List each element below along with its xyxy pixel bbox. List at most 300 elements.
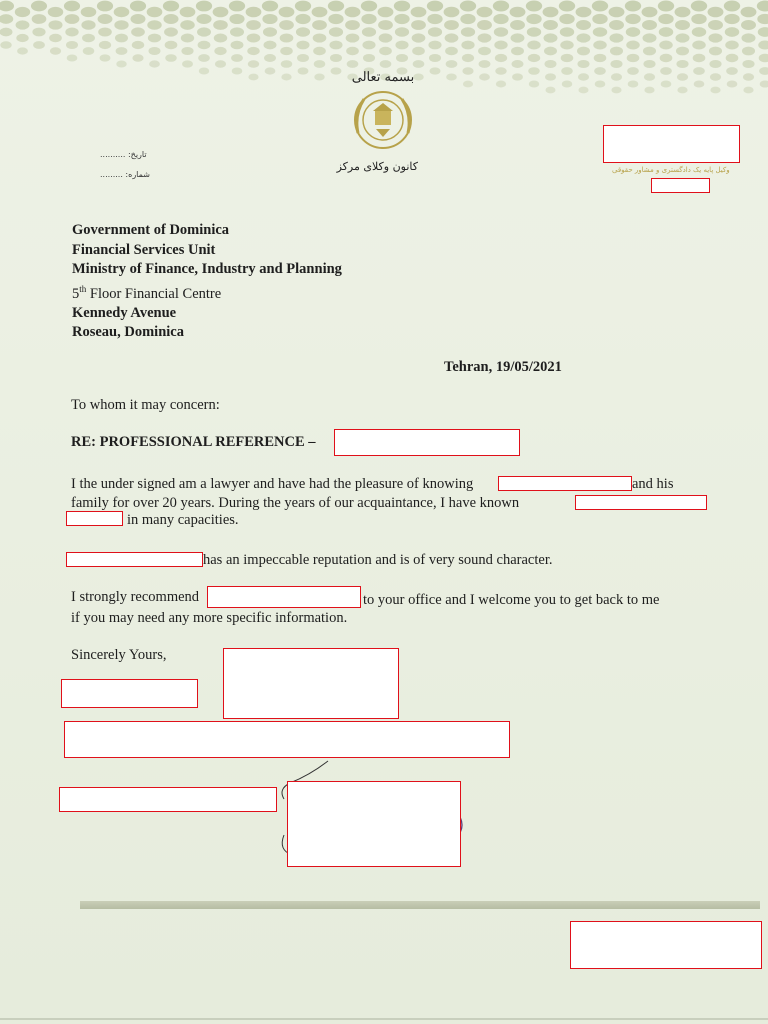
pattern-dot xyxy=(33,41,45,49)
pattern-dot xyxy=(428,41,441,50)
pattern-dot xyxy=(314,60,326,68)
page-edge xyxy=(0,1018,768,1020)
pattern-dot xyxy=(675,33,689,42)
pattern-dot xyxy=(394,14,409,24)
pattern-dot xyxy=(609,33,623,42)
pattern-dot xyxy=(658,14,673,24)
pattern-dot xyxy=(379,47,392,55)
pattern-dot xyxy=(511,47,524,56)
pattern-dot xyxy=(165,54,176,62)
pattern-dot xyxy=(181,34,194,43)
pattern-dot xyxy=(197,27,211,36)
pattern-dot xyxy=(214,47,226,55)
pattern-dot xyxy=(743,73,754,80)
pattern-dot xyxy=(394,1,410,12)
pattern-dot xyxy=(165,41,178,49)
pattern-dot xyxy=(561,67,573,75)
pattern-dot xyxy=(708,7,724,18)
pattern-dot xyxy=(725,27,739,37)
redacted-stamp xyxy=(287,781,461,867)
pattern-dot xyxy=(676,47,689,56)
pattern-dot xyxy=(724,1,740,12)
pattern-dot xyxy=(691,14,706,24)
pattern-dot xyxy=(97,1,113,12)
pattern-dot xyxy=(643,47,656,56)
pattern-dot xyxy=(692,40,706,49)
pattern-dot xyxy=(493,14,508,24)
pattern-dot xyxy=(625,14,640,24)
paragraph-1-line-1-end: and his xyxy=(632,476,674,492)
pattern-dot xyxy=(81,20,95,29)
pattern-dot xyxy=(346,33,360,42)
pattern-dot xyxy=(49,34,62,42)
pattern-dot xyxy=(757,14,768,24)
pattern-dot xyxy=(130,1,146,12)
pattern-dot xyxy=(0,41,11,49)
pattern-dot xyxy=(611,87,621,94)
pattern-dot xyxy=(527,27,541,37)
pattern-dot xyxy=(262,14,277,24)
pattern-dot xyxy=(510,20,525,30)
pattern-dot xyxy=(479,60,491,68)
pattern-dot xyxy=(741,33,755,42)
pattern-dot xyxy=(642,33,656,42)
pattern-dot xyxy=(675,20,690,30)
pattern-dot xyxy=(543,7,559,18)
pattern-dot xyxy=(477,7,493,18)
pattern-dot xyxy=(246,7,262,18)
pattern-dot xyxy=(82,34,95,43)
pattern-dot xyxy=(279,20,294,30)
pattern-dot xyxy=(445,47,458,55)
paragraph-1-line-2: family for over 20 years. During the years of our acquaintance, I have known xyxy=(71,495,520,511)
pattern-dot xyxy=(627,67,639,75)
pattern-dot xyxy=(593,41,606,50)
pattern-dot xyxy=(396,54,408,62)
pattern-dot xyxy=(659,27,673,37)
pattern-dot xyxy=(444,7,460,18)
pattern-dot xyxy=(592,14,607,24)
pattern-dot xyxy=(562,80,573,87)
pattern-dot xyxy=(529,81,539,88)
pattern-dot xyxy=(694,80,705,87)
pattern-dot xyxy=(510,7,526,18)
pattern-dot xyxy=(759,67,768,75)
pattern-dot xyxy=(411,20,426,30)
pattern-dot xyxy=(132,54,143,61)
pattern-dot xyxy=(710,73,721,80)
pattern-dot xyxy=(116,61,126,68)
pattern-dot xyxy=(231,54,243,62)
pattern-dot xyxy=(345,7,361,18)
redacted-signer-detail xyxy=(59,787,277,812)
redacted-footer-contact xyxy=(570,921,762,969)
recipient-address xyxy=(72,221,342,343)
pattern-dot xyxy=(280,33,294,42)
pattern-dot xyxy=(559,14,574,24)
pattern-dot xyxy=(229,14,244,24)
pattern-dot xyxy=(644,87,654,94)
pattern-dot xyxy=(427,14,442,24)
pattern-dot xyxy=(708,20,723,30)
pattern-dot xyxy=(644,73,655,80)
subject-line: RE: PROFESSIONAL REFERENCE – xyxy=(71,434,316,450)
pattern-dot xyxy=(512,60,524,68)
pattern-dot xyxy=(67,54,78,61)
pattern-dot xyxy=(328,14,343,24)
pattern-dot xyxy=(182,60,193,67)
pattern-dot xyxy=(494,27,508,37)
pattern-dot xyxy=(380,60,392,68)
pattern-dot xyxy=(627,54,640,62)
pattern-dot xyxy=(528,54,540,62)
recipient-line: Kennedy Avenue xyxy=(72,304,177,321)
pattern-dot xyxy=(460,1,476,12)
pattern-dot xyxy=(493,1,509,12)
pattern-dot xyxy=(363,54,375,62)
pattern-dot xyxy=(64,1,80,12)
pattern-dot xyxy=(65,28,78,37)
paragraph-3-line-1: I strongly recommend xyxy=(71,589,200,605)
pattern-dot xyxy=(281,74,291,81)
pattern-dot xyxy=(328,1,344,12)
pattern-dot xyxy=(577,60,589,68)
pattern-dot xyxy=(131,14,146,24)
pattern-dot xyxy=(329,41,342,50)
pattern-dot xyxy=(677,73,688,80)
pattern-dot xyxy=(757,1,768,12)
pattern-dot xyxy=(361,1,377,12)
closing: Sincerely Yours, xyxy=(71,647,167,663)
pattern-dot xyxy=(149,60,160,67)
pattern-dot xyxy=(147,7,163,17)
pattern-dot xyxy=(295,14,310,24)
recipient-line: Ministry of Finance, Industry and Planning xyxy=(72,261,342,277)
redacted-subject-name xyxy=(334,429,520,456)
pattern-dot xyxy=(477,20,492,30)
pattern-dot xyxy=(758,40,768,49)
pattern-dot xyxy=(131,27,145,36)
pattern-dot xyxy=(314,74,324,81)
pattern-dot xyxy=(132,41,144,49)
pattern-dot xyxy=(594,67,606,75)
pattern-dot xyxy=(16,20,30,29)
pattern-dot xyxy=(676,60,688,68)
pattern-dot xyxy=(611,73,622,80)
pattern-dot xyxy=(677,87,687,94)
pattern-dot xyxy=(147,20,161,30)
pattern-dot xyxy=(727,80,738,87)
paragraph-1-line-3: in many capacities. xyxy=(127,512,239,528)
pattern-dot xyxy=(279,7,295,18)
pattern-dot xyxy=(446,73,457,80)
pattern-dot xyxy=(741,7,757,18)
pattern-dot xyxy=(725,40,739,49)
pattern-dot xyxy=(413,60,425,68)
pattern-dot xyxy=(577,47,590,56)
redacted-name xyxy=(66,552,203,567)
recipient-line: 5th Floor Financial Centre xyxy=(72,283,222,302)
pattern-dot xyxy=(17,47,28,54)
pattern-dot xyxy=(445,33,459,42)
pattern-dot xyxy=(758,27,768,37)
pattern-dot xyxy=(692,27,706,37)
letter-date: Tehran, 19/05/2021 xyxy=(444,359,562,375)
pattern-dot xyxy=(429,67,440,74)
pattern-dot xyxy=(693,67,705,75)
pattern-dot xyxy=(545,73,556,80)
pattern-dot xyxy=(429,54,441,62)
footer-divider xyxy=(80,901,760,909)
pattern-dot xyxy=(742,47,755,56)
pattern-dot xyxy=(98,14,113,24)
pattern-dot xyxy=(395,27,409,36)
pattern-dot xyxy=(16,34,28,42)
pattern-dot xyxy=(312,20,327,30)
pattern-dot xyxy=(610,60,622,68)
pattern-dot xyxy=(295,1,311,12)
pattern-dot xyxy=(229,1,245,12)
pattern-dot xyxy=(760,80,768,87)
pattern-dot xyxy=(180,20,195,30)
pattern-dot xyxy=(114,7,130,17)
pattern-dot xyxy=(247,33,261,42)
redacted-signer-title xyxy=(64,721,510,758)
pattern-dot xyxy=(48,7,63,17)
pattern-dot xyxy=(330,54,342,62)
pattern-dot xyxy=(479,73,490,80)
pattern-dot xyxy=(460,14,475,24)
paragraph-2: has an impeccable reputation and is of very sound character. xyxy=(203,552,553,568)
pattern-dot xyxy=(281,60,292,68)
pattern-dot xyxy=(724,14,739,24)
redacted-lawyer-name xyxy=(603,125,740,163)
pattern-dot xyxy=(675,7,691,18)
pattern-dot xyxy=(512,73,523,80)
pattern-dot xyxy=(463,81,473,88)
pattern-dot xyxy=(115,34,128,43)
paragraph-3-line-1-end: to your office and I welcome you to get back to me xyxy=(363,592,660,608)
pattern-dot xyxy=(544,47,557,56)
pattern-dot xyxy=(48,20,62,29)
pattern-dot xyxy=(378,7,394,18)
pattern-dot xyxy=(32,14,47,24)
pattern-dot xyxy=(708,33,722,42)
pattern-dot xyxy=(148,34,161,43)
pattern-dot xyxy=(214,34,227,43)
pattern-dot xyxy=(362,27,376,36)
redacted-name xyxy=(207,586,361,608)
pattern-dot xyxy=(560,27,574,37)
pattern-dot xyxy=(232,67,243,74)
pattern-dot xyxy=(198,41,211,50)
pattern-dot xyxy=(280,47,293,55)
pattern-dot xyxy=(196,14,211,24)
pattern-dot xyxy=(543,20,558,30)
pattern-dot xyxy=(561,54,573,62)
pattern-dot xyxy=(411,7,427,18)
paragraph-1-line-1: I the under signed am a lawyer and have had the pleasure of knowing xyxy=(71,476,474,492)
pattern-dot xyxy=(313,33,327,42)
pattern-dot xyxy=(248,74,258,81)
pattern-dot xyxy=(262,1,278,12)
pattern-dot xyxy=(560,41,573,50)
pattern-dot xyxy=(593,27,607,37)
pattern-dot xyxy=(545,60,557,68)
pattern-dot xyxy=(578,73,589,80)
pattern-dot xyxy=(461,41,474,50)
paragraph-3-line-2: if you may need any more specific information. xyxy=(71,610,348,626)
pattern-dot xyxy=(496,81,506,88)
pattern-dot xyxy=(412,47,425,55)
pattern-dot xyxy=(346,47,359,55)
pattern-dot xyxy=(0,28,12,37)
pattern-dot xyxy=(577,33,591,42)
pattern-dot xyxy=(726,67,738,75)
pattern-dot xyxy=(709,60,721,68)
letterhead-seal xyxy=(336,70,418,173)
pattern-dot xyxy=(345,20,360,30)
redacted-name xyxy=(575,495,707,510)
pattern-dot xyxy=(163,1,179,12)
redacted-lawyer-id xyxy=(651,178,710,193)
pattern-dot xyxy=(642,20,657,30)
pattern-dot xyxy=(659,40,673,49)
pattern-dot xyxy=(312,7,328,18)
pattern-dot xyxy=(296,41,309,50)
pattern-dot xyxy=(198,54,210,62)
pattern-dot xyxy=(660,54,673,62)
pattern-dot xyxy=(15,7,30,17)
pattern-dot xyxy=(395,41,408,50)
pattern-dot xyxy=(313,47,326,55)
pattern-dot xyxy=(230,27,244,36)
pattern-dot xyxy=(264,54,276,62)
pattern-dot xyxy=(642,7,658,18)
pattern-dot xyxy=(544,33,558,42)
pattern-dot xyxy=(215,60,226,67)
pattern-dot xyxy=(81,7,97,17)
pattern-dot xyxy=(528,67,539,75)
pattern-dot xyxy=(0,14,13,24)
pattern-dot xyxy=(164,27,178,36)
pattern-dot xyxy=(741,20,756,30)
pattern-dot xyxy=(264,41,277,50)
pattern-dot xyxy=(710,87,720,94)
pattern-dot xyxy=(661,80,672,87)
pattern-dot xyxy=(149,47,161,55)
pattern-dot xyxy=(559,1,575,12)
recipient-line: Roseau, Dominica xyxy=(72,324,184,341)
pattern-dot xyxy=(329,27,343,36)
pattern-dot xyxy=(526,14,541,24)
pattern-dot xyxy=(478,47,491,56)
pattern-dot xyxy=(428,27,442,36)
recipient-line: Financial Services Unit xyxy=(72,241,216,258)
pattern-dot xyxy=(495,54,507,62)
pattern-dot xyxy=(99,41,111,49)
pattern-dot xyxy=(446,60,458,68)
pattern-dot xyxy=(494,41,507,50)
pattern-dot xyxy=(462,54,474,62)
pattern-dot xyxy=(444,20,459,30)
pattern-dot xyxy=(592,1,608,12)
redacted-name xyxy=(498,476,632,491)
pattern-dot xyxy=(726,54,739,62)
pattern-dot xyxy=(527,41,540,50)
pattern-dot xyxy=(461,27,475,37)
pattern-dot xyxy=(196,1,212,12)
pattern-dot xyxy=(114,20,128,30)
pattern-dot xyxy=(246,20,261,30)
pattern-dot xyxy=(643,60,655,68)
pattern-dot xyxy=(98,27,112,36)
date-label: تاریخ: .......... xyxy=(100,150,147,159)
pattern-dot xyxy=(626,41,639,50)
pattern-dot xyxy=(347,60,359,68)
pattern-dot xyxy=(628,80,639,87)
pattern-dot xyxy=(427,1,443,12)
pattern-dot xyxy=(181,47,193,55)
pattern-dot xyxy=(742,60,754,68)
bismillah-text: بسمه تعالی xyxy=(351,70,415,85)
pattern-dot xyxy=(462,67,473,74)
pattern-dot xyxy=(511,33,525,42)
pattern-dot xyxy=(31,1,47,12)
pattern-dot xyxy=(83,47,94,55)
pattern-dot xyxy=(163,14,178,24)
pattern-dot xyxy=(610,47,623,56)
pattern-dot xyxy=(578,87,588,94)
pattern-dot xyxy=(378,20,393,30)
pattern-dot xyxy=(32,28,45,37)
pattern-dot xyxy=(265,67,276,74)
bar-association-emblem-icon xyxy=(348,85,418,155)
pattern-dot xyxy=(180,7,196,17)
pattern-dot xyxy=(709,47,722,56)
pattern-dot xyxy=(361,14,376,24)
pattern-dot xyxy=(626,27,640,37)
pattern-dot xyxy=(693,54,706,62)
pattern-dot xyxy=(576,20,591,30)
pattern-dot xyxy=(213,7,229,17)
number-label: شماره: ......... xyxy=(100,170,150,179)
pattern-dot xyxy=(231,41,244,50)
salutation: To whom it may concern: xyxy=(71,397,220,413)
pattern-dot xyxy=(297,54,309,62)
pattern-dot xyxy=(379,33,393,42)
pattern-dot xyxy=(247,47,259,55)
pattern-dot xyxy=(526,1,542,12)
pattern-dot xyxy=(625,1,641,12)
pattern-dot xyxy=(658,1,674,12)
pattern-dot xyxy=(213,20,228,30)
pattern-dot xyxy=(248,60,259,68)
pattern-dot xyxy=(495,67,506,75)
pattern-dot xyxy=(595,80,606,87)
redacted-signature-block xyxy=(223,648,399,719)
pattern-dot xyxy=(263,27,277,36)
pattern-dot xyxy=(594,54,607,62)
pattern-dot xyxy=(412,33,426,42)
pattern-dot xyxy=(362,41,375,50)
pattern-dot xyxy=(759,54,768,62)
pattern-dot xyxy=(743,87,753,94)
redacted-name xyxy=(66,511,123,526)
pattern-dot xyxy=(545,87,555,94)
pattern-dot xyxy=(66,41,78,49)
pattern-dot xyxy=(660,67,672,75)
